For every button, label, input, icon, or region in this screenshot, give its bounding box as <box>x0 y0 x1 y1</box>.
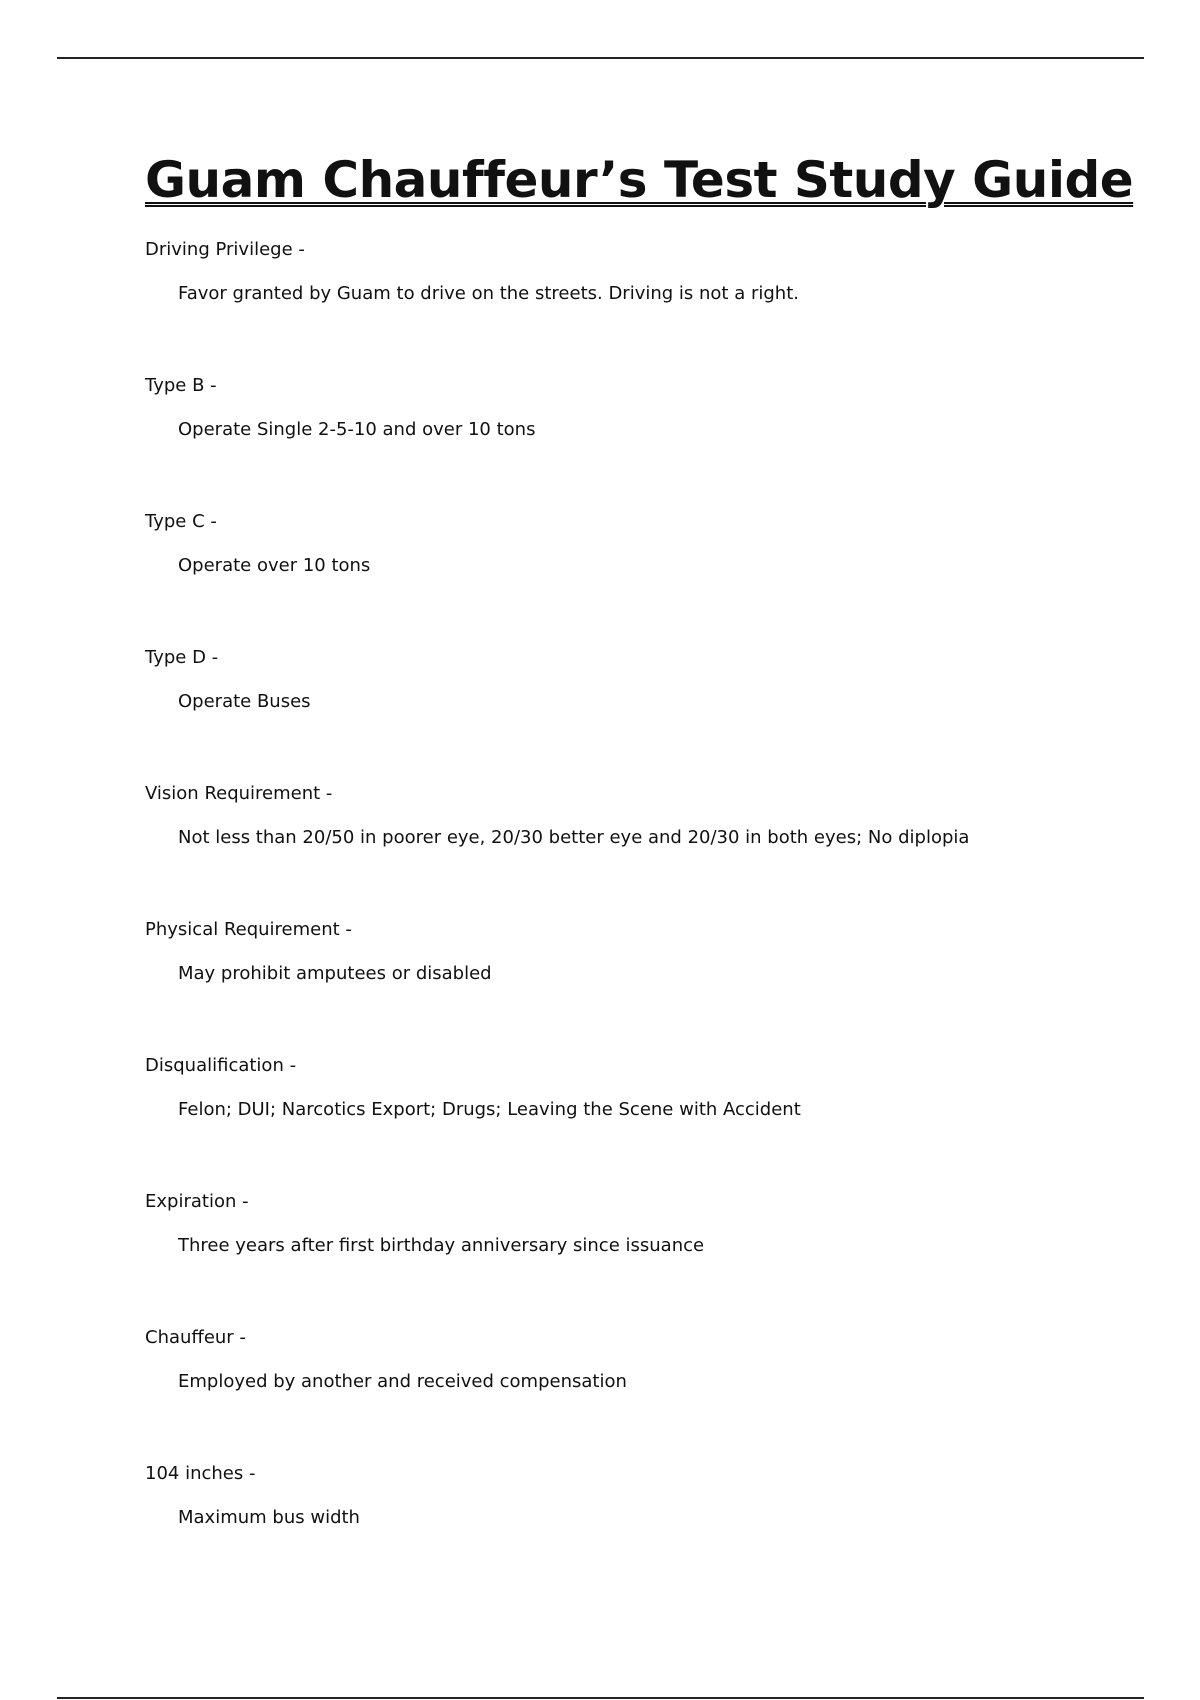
entry-definition: Felon; DUI; Narcotics Export; Drugs; Leaving the Scene with Accident <box>178 1099 801 1120</box>
entry-term: Disqualification - <box>145 1055 297 1076</box>
entry-term: Chauffeur - <box>145 1327 246 1348</box>
entry-type-d <box>145 636 1145 772</box>
entry-type-b <box>145 364 1145 500</box>
footer-rule <box>57 1697 1144 1699</box>
entry-term: Driving Privilege - <box>145 239 305 260</box>
entry-definition: Maximum bus width <box>178 1507 360 1528</box>
entry-term: Type C - <box>145 511 217 532</box>
entry-expiration <box>145 1180 1145 1316</box>
entry-driving-privilege <box>145 228 1145 364</box>
entry-definition: Not less than 20/50 in poorer eye, 20/30 better eye and 20/30 in both eyes; No diplopia <box>178 827 970 848</box>
entry-chauffeur <box>145 1316 1145 1452</box>
entry-term: Expiration - <box>145 1191 249 1212</box>
study-guide-entries <box>145 228 1145 1588</box>
page-title: Guam Chauffeur’s Test Study Guide <box>145 151 1134 209</box>
entry-vision-requirement <box>145 772 1145 908</box>
entry-physical-requirement <box>145 908 1145 1044</box>
entry-definition: Operate Single 2-5-10 and over 10 tons <box>178 419 536 440</box>
entry-term: Vision Requirement - <box>145 783 333 804</box>
entry-definition: Operate Buses <box>178 691 311 712</box>
entry-definition: Operate over 10 tons <box>178 555 371 576</box>
header-rule <box>57 57 1144 59</box>
entry-definition: May prohibit amputees or disabled <box>178 963 492 984</box>
entry-term: Type B - <box>145 375 217 396</box>
entry-definition: Employed by another and received compensation <box>178 1371 627 1392</box>
entry-term: Type D - <box>145 647 219 668</box>
entry-definition: Favor granted by Guam to drive on the streets. Driving is not a right. <box>178 283 799 304</box>
entry-term: Physical Requirement - <box>145 919 352 940</box>
entry-disqualification <box>145 1044 1145 1180</box>
entry-type-c <box>145 500 1145 636</box>
entry-definition: Three years after first birthday anniversary since issuance <box>178 1235 705 1256</box>
entry-104-inches <box>145 1452 1145 1588</box>
entry-term: 104 inches - <box>145 1463 256 1484</box>
